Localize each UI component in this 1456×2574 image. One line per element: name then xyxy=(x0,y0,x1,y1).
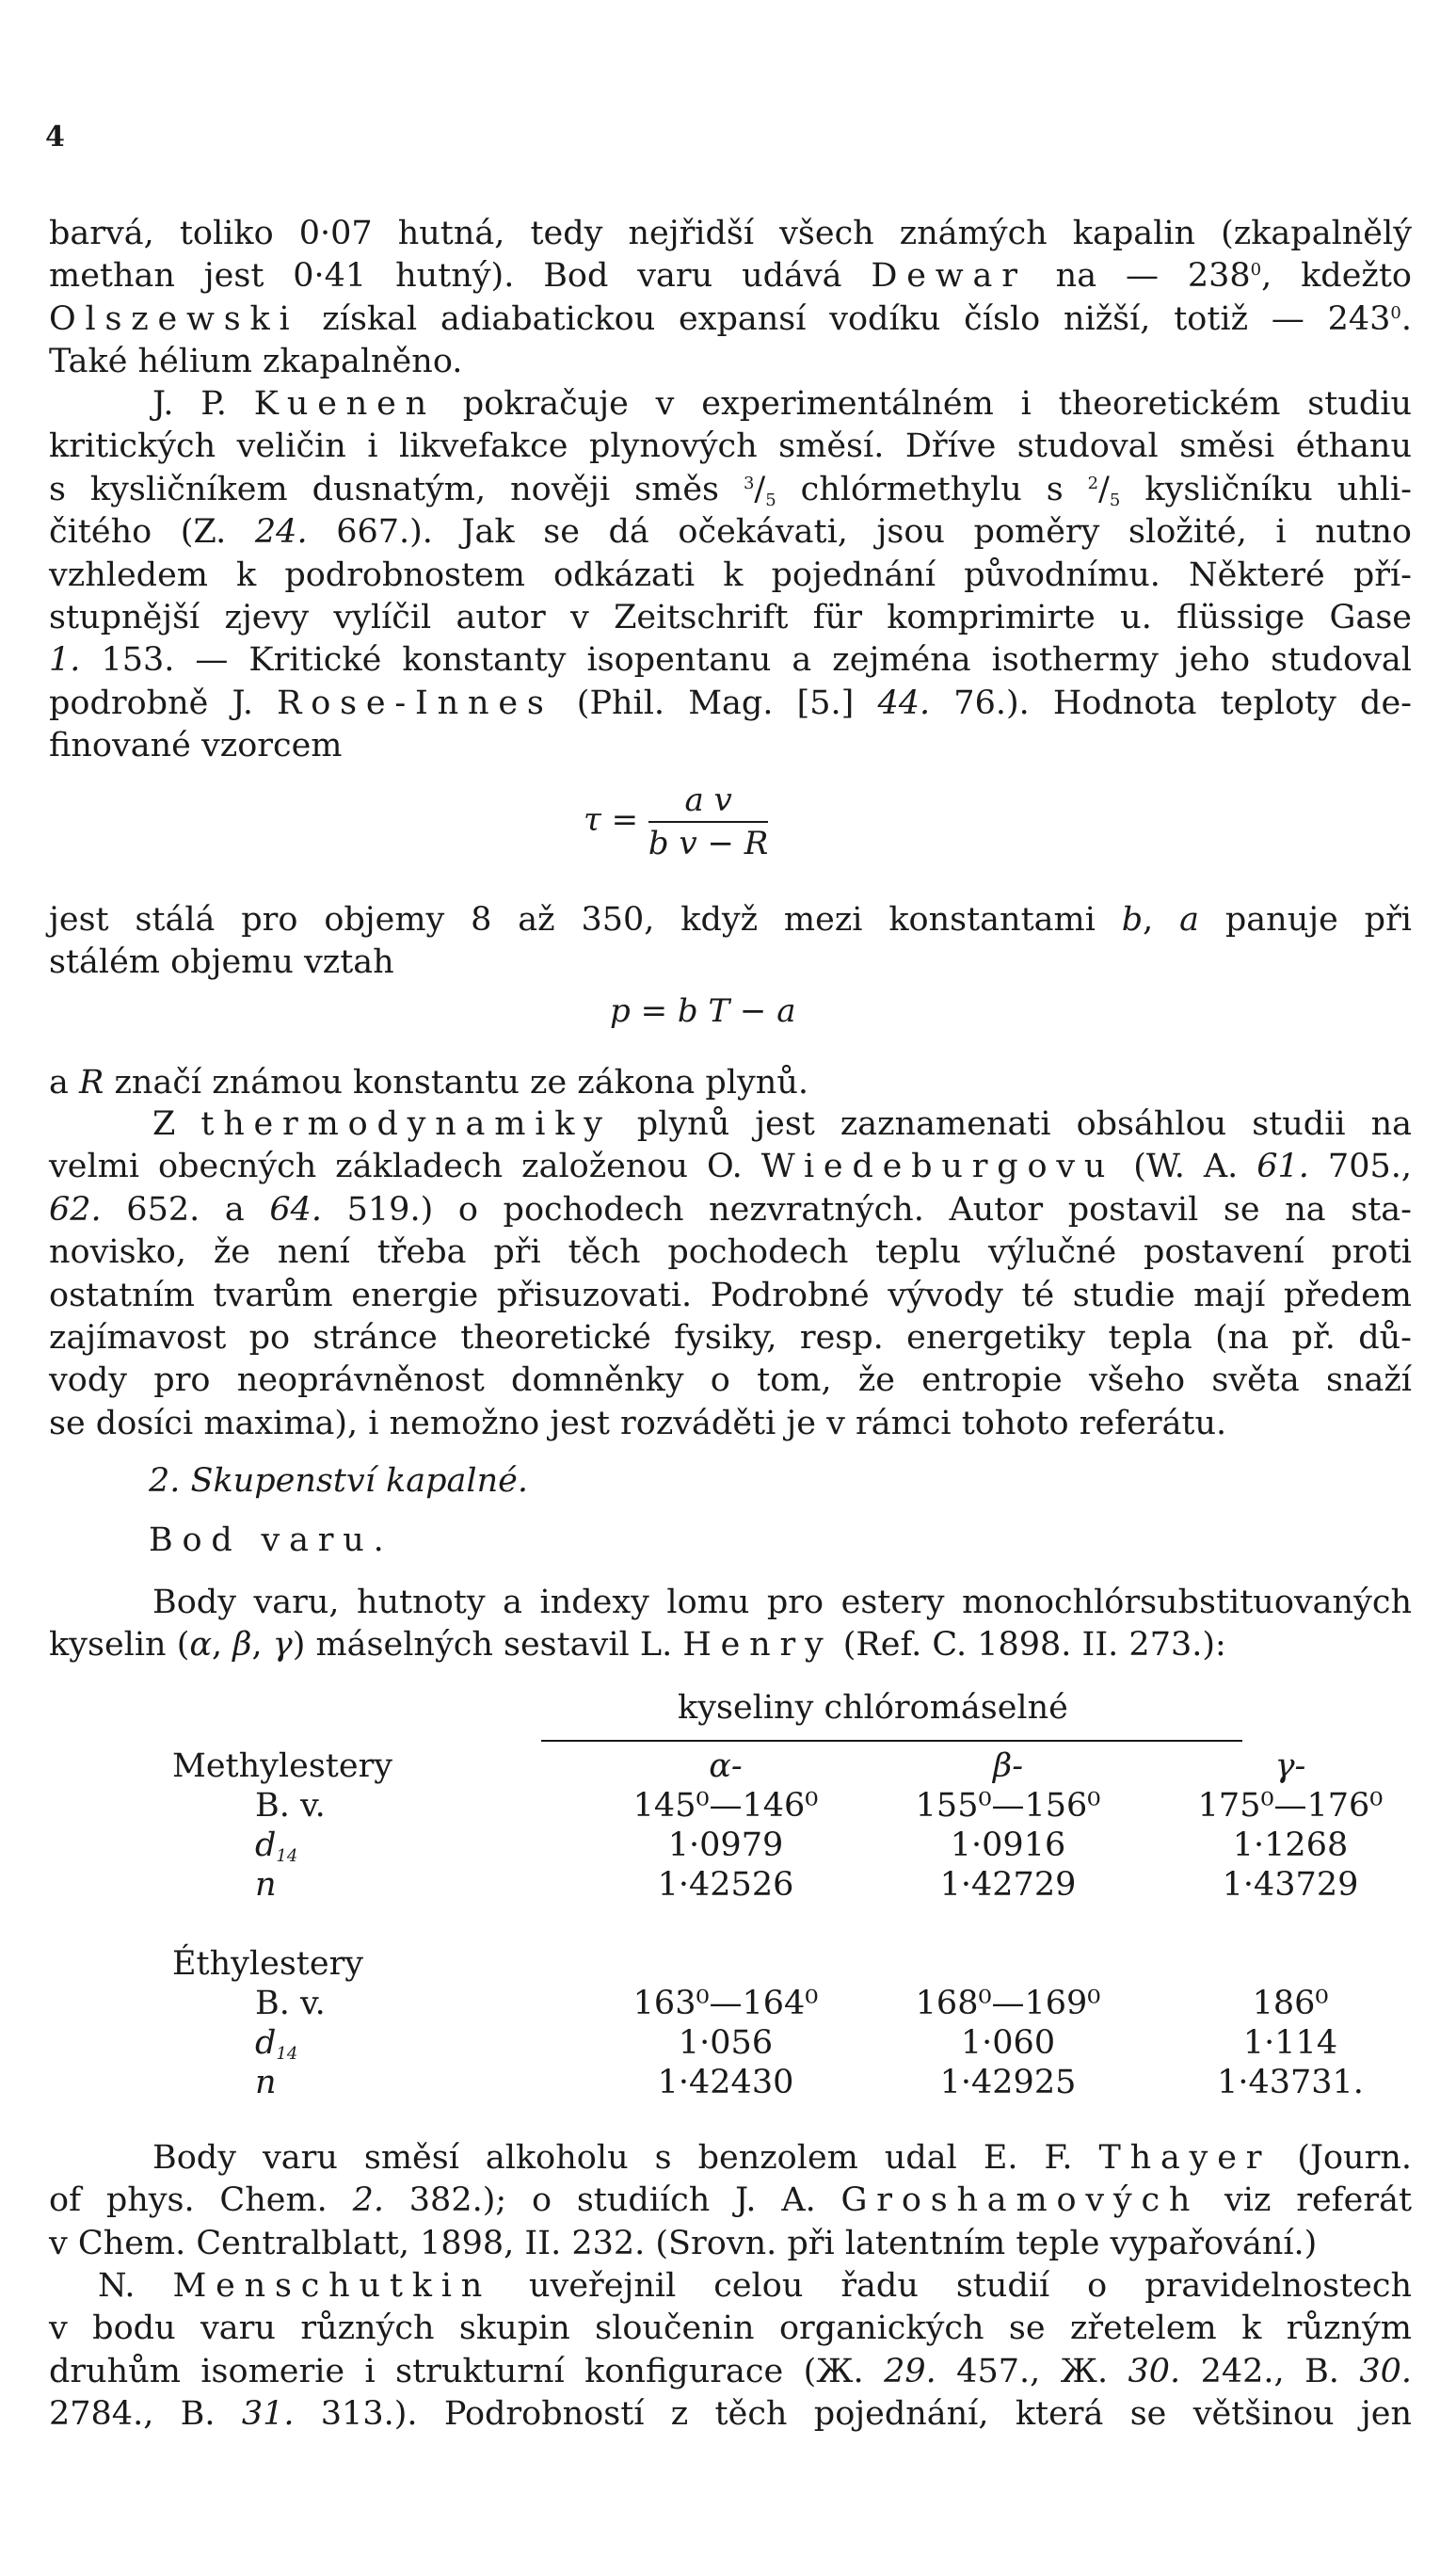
paragraph-3 xyxy=(49,899,1412,985)
text-line: kyselin (α, β, γ) máselných sestavil L. Henry (Ref. C. 1898. II. 273.): xyxy=(49,1626,1226,1665)
text-line: 2784., B. 31. 313.). Podrobností z těch pojednání, která se většinou jen xyxy=(49,2395,1413,2434)
author-name: Rose-Innes xyxy=(277,684,553,722)
table-cell: 163⁰—164⁰ xyxy=(632,1985,819,2022)
table-cell: 1·0916 xyxy=(950,1826,1066,1864)
table-cell: 168⁰—169⁰ xyxy=(915,1985,1101,2022)
author-name: Menschutkin xyxy=(172,2267,492,2305)
section-heading: 2. Skupenství kapalné. xyxy=(149,1462,528,1500)
table-cell: 186⁰ xyxy=(1252,1985,1329,2022)
text-line: stupnější zjevy vylíčil autor v Zeitschrift für komprimirte u. flüssige Gase xyxy=(49,599,1412,637)
text-line: stálém objemu vztah xyxy=(49,943,394,982)
text-line: v bodu varu různých skupin sloučenin organických se zřetelem k různým xyxy=(49,2309,1412,2348)
row-label: n xyxy=(255,2064,277,2101)
table-cell: 1·114 xyxy=(1242,2024,1338,2062)
author-name: Groshamových xyxy=(840,2181,1200,2220)
author-name: Olszewski xyxy=(49,299,299,338)
text-line: novisko, že není třeba při těch pochodech teplu výlučné postavení proti xyxy=(49,1233,1412,1272)
text-line: barvá, toliko 0·07 hutná, tedy nejřidší všech známých kapalin (zkapalnělý xyxy=(49,215,1412,252)
paragraph-1 xyxy=(49,213,1412,384)
column-header: γ- xyxy=(1274,1747,1306,1785)
paragraph-5 xyxy=(49,1103,1412,1445)
text-line: N. Menschutkin uveřejnil celou řadu studií o pravidelnostech xyxy=(98,2267,1412,2305)
text-line: a R značí známou konstantu ze zákona plynů. xyxy=(49,1064,808,1102)
row-label: n xyxy=(255,1866,277,1904)
table-cell: 1·42430 xyxy=(657,2064,794,2101)
table-group-row xyxy=(172,1944,1432,1984)
paragraph-2 xyxy=(49,383,1412,768)
column-header: β- xyxy=(992,1747,1024,1785)
paragraph-7 xyxy=(49,2137,1412,2265)
text-line: v Chem. Centralblatt, 1898, II. 232. (Srovn. při latentním teple vypařování.) xyxy=(49,2224,1318,2262)
table-header-row xyxy=(172,1746,1432,1786)
text-line: of phys. Chem. 2. 382.); o studiích J. A. Groshamových viz referát xyxy=(49,2181,1413,2220)
text-line: druhům isomerie i strukturní konfigurace (Ж. 29. 457., Ж. 30. 242., B. 30. xyxy=(49,2352,1412,2390)
table-row xyxy=(172,1984,1432,2023)
text-line: J. P. Kuenen pokračuje v experimentálném i theoretickém studiu xyxy=(152,385,1412,423)
column-header: α- xyxy=(709,1747,743,1785)
table-cell: 1·42729 xyxy=(939,1866,1077,1904)
row-label: $d_{14}$ xyxy=(255,1826,298,1866)
text-line: vody pro neoprávněnost domněnky o tom, že entropie všeho světa snaží xyxy=(49,1361,1412,1400)
text-line: podrobně J. Rose-Innes (Phil. Mag. [5.] 44. 76.). Hodnota teploty de- xyxy=(49,684,1412,722)
author-name: Henry xyxy=(682,1626,833,1665)
table-cell: 145⁰—146⁰ xyxy=(632,1787,819,1825)
text-line: vzhledem k podrobnostem odkázati k pojednání původnímu. Některé pří- xyxy=(49,555,1412,594)
table-row xyxy=(172,2023,1432,2063)
table-row xyxy=(172,2063,1432,2102)
author-name: Thayer xyxy=(1098,2139,1272,2177)
row-label: B. v. xyxy=(255,1787,326,1825)
text-line: methan jest 0·41 hutný). Bod varu udává Dewar na — $238^0$, kdežto xyxy=(49,257,1413,296)
subheading: Bod varu. xyxy=(149,1521,393,1559)
text-line: s kysličníkem dusnatým, nověji směs $^3/_5$ chlórmethylu s $^2/_5$ kysličníku uhli- xyxy=(49,470,1413,510)
table-title: kyseliny chlóromáselné xyxy=(678,1689,1068,1727)
text-line: čitého (Z. 24. 667.). Jak se dá očekávati, jsou poměry složité, i nutno xyxy=(49,513,1413,552)
text-line: Body varu, hutnoty a indexy lomu pro estery monochlórsubstituovaných xyxy=(152,1584,1412,1621)
paragraph-8 xyxy=(49,2265,1412,2437)
table-cell: 1·43729 xyxy=(1222,1866,1359,1904)
data-table xyxy=(172,1746,1432,2102)
text-line: Olszewski získal adiabatickou expansí vodíku číslo nižší, totiž — $243^0$. xyxy=(49,299,1412,338)
table-cell: 175⁰—176⁰ xyxy=(1197,1787,1384,1825)
paragraph-4 xyxy=(49,1062,1412,1104)
row-label: $d_{14}$ xyxy=(255,2024,298,2064)
author-name: Dewar xyxy=(871,257,1027,296)
text-line: jest stálá pro objemy 8 až 350, když mezi konstantami b, a panuje při xyxy=(49,901,1412,939)
group-name: Éthylestery xyxy=(172,1945,364,1983)
table-cell: 1·056 xyxy=(678,2024,774,2062)
author-name: Wiedeburgovu xyxy=(760,1148,1115,1186)
text-line: Také hélium zkapalněno. xyxy=(49,343,463,381)
table-row xyxy=(172,1786,1432,1826)
text-line: 62. 652. a 64. 519.) o pochodech nezvratných. Autor postavil se na sta- xyxy=(49,1190,1412,1229)
table-cell: 1·43731. xyxy=(1217,2064,1364,2101)
text-line: Z thermodynamiky plynů jest zaznamenati obsáhlou studii na xyxy=(152,1105,1412,1143)
text-line: ostatním tvarům energie přisuzovati. Podrobné vývody té studie mají předem xyxy=(49,1276,1412,1314)
table-row xyxy=(172,1865,1432,1905)
text-line: 1. 153. — Kritické konstanty isopentanu a zejména isothermy jeho studoval xyxy=(49,641,1412,680)
text-line: Body varu směsí alkoholu s benzolem udal E. F. Thayer (Journ. xyxy=(152,2139,1412,2177)
paragraph-6 xyxy=(49,1582,1412,1667)
table-cell: 1·42925 xyxy=(939,2064,1077,2101)
formula-tau: τ = $\frac{\text{a v}}{\text{b v − R}}$ xyxy=(584,781,769,862)
row-label: B. v. xyxy=(255,1985,326,2022)
table-cell: 1·42526 xyxy=(657,1866,794,1904)
table-cell: 1·1268 xyxy=(1232,1826,1349,1864)
text-line: finované vzorcem xyxy=(49,727,343,765)
group-name: Methylestery xyxy=(172,1747,393,1785)
formula-p: p = b T − a xyxy=(610,992,796,1030)
table-cell: 1·060 xyxy=(960,2024,1056,2062)
text-line: kritických veličin i likvefakce plynových směsí. Dříve studoval směsi éthanu xyxy=(49,427,1412,466)
text-line: zajímavost po stránce theoretické fysiky, resp. energetiky tepla (na př. dů- xyxy=(49,1319,1412,1358)
text-line: velmi obecných základech založenou O. Wiedeburgovu (W. A. 61. 705., xyxy=(49,1148,1412,1186)
table-rule xyxy=(541,1740,1242,1742)
table-cell: 1·0979 xyxy=(667,1826,784,1864)
author-name: Kuenen xyxy=(253,385,436,423)
text-line: se dosíci maxima), i nemožno jest rozváděti je v rámci tohoto referátu. xyxy=(49,1404,1227,1442)
page-number: 4 xyxy=(45,121,65,153)
table-row xyxy=(172,1826,1432,1865)
table-cell: 155⁰—156⁰ xyxy=(915,1787,1101,1825)
